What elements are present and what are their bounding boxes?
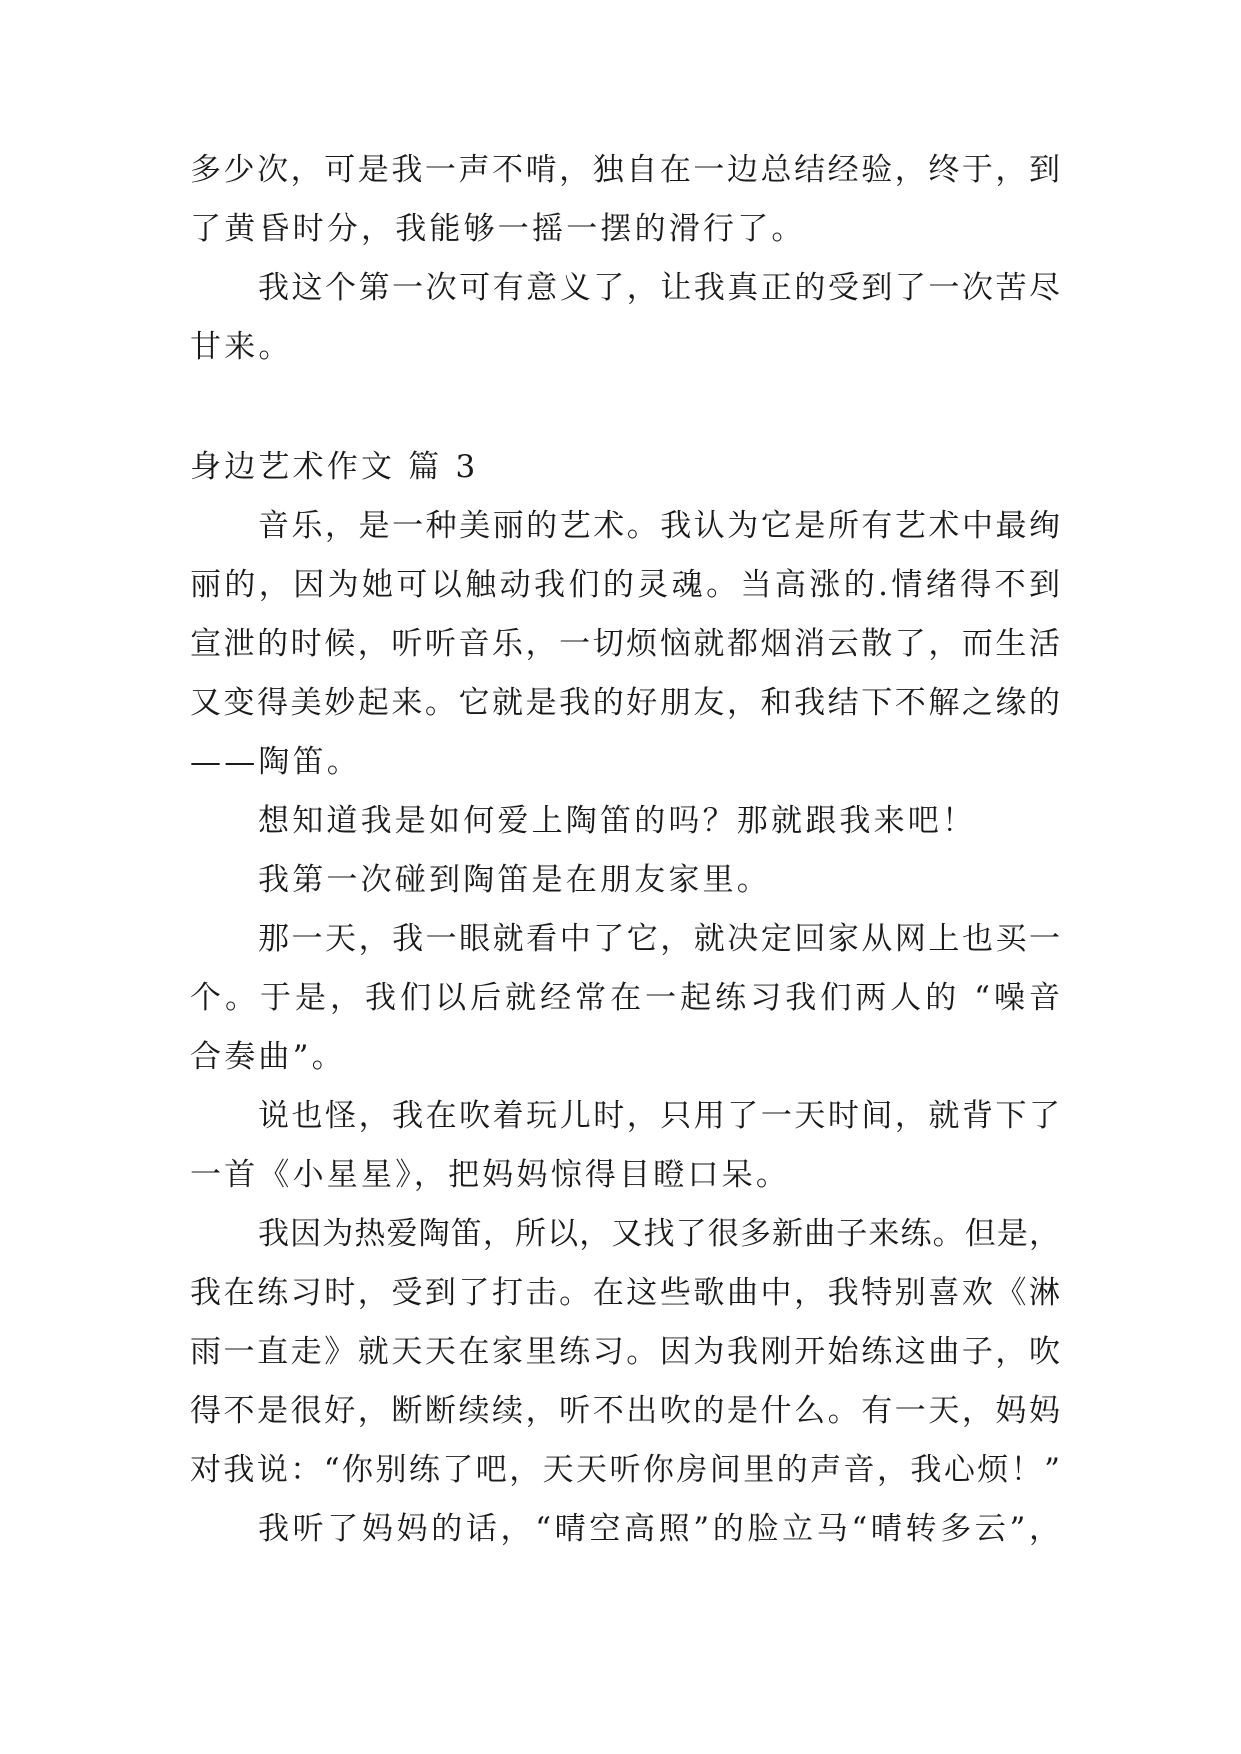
text-line: 我在练习时，受到了打击。在这些歌曲中，我特别喜欢《淋 [190,1275,1060,1311]
text-line: 我因为热爱陶笛，所以，又找了很多新曲子来练。但是， [258,1216,1060,1252]
text-line: 丽的，因为她可以触动我们的灵魂。当高涨的.情绪得不到 [190,567,1060,603]
text-line: 多少次，可是我一声不啃，独自在一边总结经验，终于，到 [190,152,1060,188]
text-line: ——陶笛。 [190,744,361,780]
text-line: 得不是很好，断断续续，听不出吹的是什么。有一天，妈妈 [190,1393,1060,1429]
text-line: 我这个第一次可有意义了，让我真正的受到了一次苦尽 [258,270,1060,306]
text-line: 说也怪，我在吹着玩儿时，只用了一天时间，就背下了 [258,1098,1060,1134]
text-line: 我听了妈妈的话，“晴空高照”的脸立马“晴转多云”， [258,1511,1060,1547]
text-line: 音乐，是一种美丽的艺术。我认为它是所有艺术中最绚 [258,508,1060,544]
text-line: 又变得美妙起来。它就是我的好朋友，和我结下不解之缘的 [190,685,1060,721]
text-line: 了黄昏时分，我能够一摇一摆的滑行了。 [190,211,806,247]
text-line: 想知道我是如何爱上陶笛的吗？那就跟我来吧！ [258,803,977,839]
text-line: 宣泄的时候，听听音乐，一切烦恼就都烟消云散了，而生活 [190,626,1060,662]
text-line: 雨一直走》就天天在家里练习。因为我刚开始练这曲子，吹 [190,1334,1060,1370]
text-line: 甘来。 [190,329,293,365]
section-heading: 身边艺术作文 篇 3 [190,449,479,485]
text-line: 个。于是，我们以后就经常在一起练习我们两人的 “噪音 [190,980,1060,1016]
text-line: 那一天，我一眼就看中了它，就决定回家从网上也买一 [258,921,1060,957]
text-line: 合奏曲”。 [190,1039,346,1075]
text-line: 一首《小星星》，把妈妈惊得目瞪口呆。 [190,1157,791,1193]
text-line: 对我说：“你别练了吧，天天听你房间里的声音，我心烦！” [190,1452,1060,1488]
text-line: 我第一次碰到陶笛是在朋友家里。 [258,862,771,898]
